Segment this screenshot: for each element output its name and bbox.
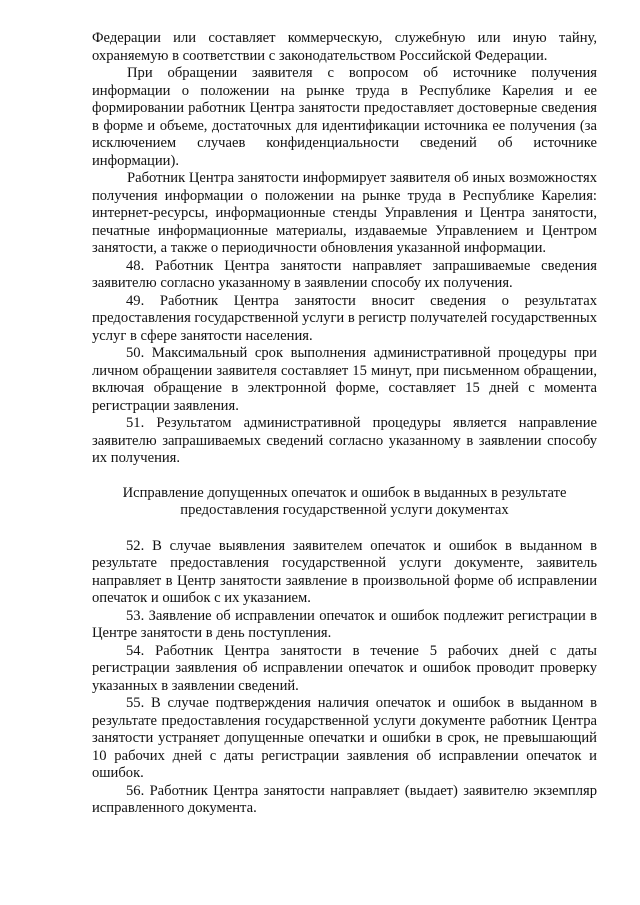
paragraph-53: 53. Заявление об исправлении опечаток и ошибок подлежит регистрации в Центре занятости в день поступления.	[92, 607, 597, 641]
paragraph-source-info: При обращении заявителя с вопросом об источнике получения информации о положении на рынке труда в Республике Карелия и ее формировании работник Центра занятости предоставляет достоверные сведения в форме и объеме, достаточных для идентификации источника ее получения (за исключением случаев конфиденциальности сведений об источнике информации).	[92, 65, 597, 169]
section-heading: Исправление допущенных опечаток и ошибок в выданных в результате предоставления государственной услуги документах	[122, 484, 567, 518]
document-page	[92, 30, 597, 818]
paragraph-55: 55. В случае подтверждения наличия опечаток и ошибок в выданном в результате предоставления государственной услуги документе работник Центра занятости устраняет допущенные опечатки и ошибки в срок, не превышающий 10 рабочих дней с даты регистрации заявления об исправлении опечаток и ошибок.	[92, 695, 597, 781]
paragraph-50: 50. Максимальный срок выполнения административной процедуры при личном обращении заявителя составляет 15 минут, при письменном обращении, включая обращение в электронной форме, составляет 15 дней с момента регистрации заявления.	[92, 345, 597, 414]
paragraph-other-options: Работник Центра занятости информирует заявителя об иных возможностях получения информации о положении на рынке труда в Республике Карелия: интернет-ресурсы, информационные стенды Управления и Центра занятости, печатные информационные материалы, издаваемые Управлением и Центром занятости, а также о периодичности обновления указанной информации.	[92, 170, 597, 256]
paragraph-52: 52. В случае выявления заявителем опечаток и ошибок в выданном в результате предоставления государственной услуги документе, заявитель направляет в Центр занятости заявление в произвольной форме об исправлении опечаток и ошибок с их указанием.	[92, 537, 597, 606]
paragraph-48: 48. Работник Центра занятости направляет запрашиваемые сведения заявителю согласно указанному в заявлении способу их получения.	[92, 257, 597, 291]
paragraph-51: 51. Результатом административной процедуры является направление заявителю запрашиваемых сведений согласно указанному в заявлении способу их получения.	[92, 415, 597, 466]
paragraph-49: 49. Работник Центра занятости вносит сведения о результатах предоставления государственной услуги в регистр получателей государственных услуг в сфере занятости населения.	[92, 292, 597, 344]
paragraph-56: 56. Работник Центра занятости направляет (выдает) заявителю экземпляр исправленного документа.	[92, 782, 597, 816]
paragraph-54: 54. Работник Центра занятости в течение 5 рабочих дней с даты регистрации заявления об исправлении опечаток и ошибок проводит проверку указанных в заявлении сведений.	[92, 642, 597, 694]
paragraph-continuation: Федерации или составляет коммерческую, служебную или иную тайну, охраняемую в соответствии с законодательством Российской Федерации.	[92, 30, 597, 64]
